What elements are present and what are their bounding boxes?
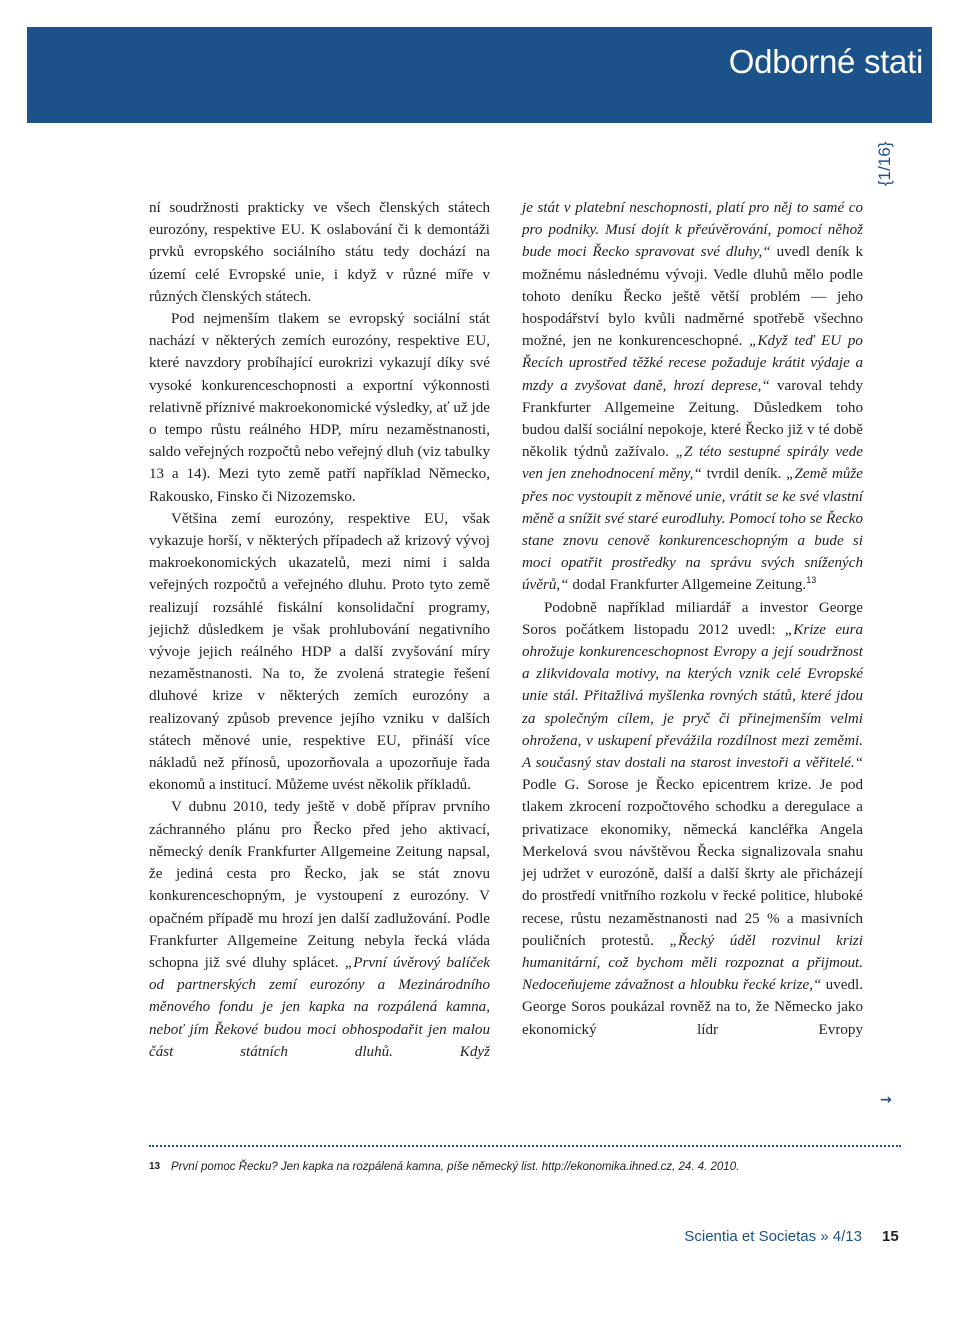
right-column bbox=[522, 197, 863, 1041]
paragraph-text: V dubnu 2010, tedy ještě v době příprav prvního záchranného plánu pro Řecko před jeho aktivací, německý deník Frankfurter Allgemeine Zeitung napsal, že jediná cesta pro Řecko, jak se stát znovu konkurenceschopným, je vystoupení z eurozóny. V opačném případě mu hrozí jen další zadlužování. Podle Frankfurter Allgemeine Zeitung nebyla řecká vláda schopna již své dluhy splácet. bbox=[149, 799, 490, 971]
paragraph-text: uvedl deník k možnému následnému vývoji. Vedle dluhů mělo podle tohoto deníku Řecko ještě větší problém — jeho hospodářství bylo kvůli nadměrné spotřebě všechno možné, jen ne konkurenceschopné. bbox=[522, 244, 863, 350]
quote: „Z této sestupné spirály vede ven jen znehodnocení měny,“ bbox=[522, 444, 863, 483]
page-counter: {1/16} bbox=[875, 141, 894, 187]
quote: „První úvěrový balíček od partnerských zemí eurozóny a Mezinárodního měnového fondu je jen kapka na rozpálená kamna, neboť jím Řekové budou moci obhospodařit jen malou část státních dluhů. Když bbox=[149, 954, 490, 1060]
paragraph bbox=[149, 796, 490, 1062]
paragraph-text: uvedl. George Soros poukázal rovněž na to, že Německo jako ekonomický lídr Evropy bbox=[522, 977, 863, 1038]
journal-name: Scientia et Societas » 4/13 bbox=[684, 1228, 862, 1245]
footnote bbox=[149, 1161, 739, 1173]
quote: je stát v platební neschopnosti, platí pro něj to samé co pro podniky. Musí dojít k přeúvěrování, pomocí něhož bude moci Řecko spravovat své dluhy,“ bbox=[522, 200, 863, 261]
continue-arrow-icon: → bbox=[880, 1092, 892, 1108]
footnote-divider bbox=[149, 1145, 901, 1147]
quote: „Krize eura ohrožuje konkurenceschopnost Evropy a její soudržnost a zlikvidovala motivy, na kterých vznik celé Evropské unie stál. Přitažlivá myšlenka rovných států, které jdou za společným cílem, je pryč či přinejmenším velmi ohrožena, v uskupení převážila rozdílnost mezi zeměmi. A současný stav dostali na starost investoři a věřitelé.“ bbox=[522, 621, 863, 772]
quote: „Řecký úděl rozvinul krizi humanitární, což bychom měli rozpoznat a přijmout. Nedoceňujeme závažnost a hloubku řecké krize,“ bbox=[522, 932, 863, 994]
paragraph bbox=[522, 197, 863, 597]
page-number: 15 bbox=[882, 1228, 899, 1245]
paragraph: ní soudržnosti prakticky ve všech členských státech eurozóny, respektive EU. K oslabování či k demontáži prvků evropského sociálního státu tedy dochází na území celé Evropské unie, i když v různé míře v různých členských státech. bbox=[149, 200, 490, 305]
quote: „Země může přes noc vystoupit z měnové unie, vrátit se ke své vlastní měně a snížit své staré eurodluhy. Pomocí toho se Řecko stane znovu cenově konkurenceschopným a bude si moci opatřit prostředky na správu svých snížených úvěrů,“ bbox=[522, 466, 863, 594]
left-column bbox=[149, 197, 490, 1063]
paragraph-text: Podobně například miliardář a investor George Soros počátkem listopadu 2012 uvedl: bbox=[522, 599, 863, 638]
paragraph-text: varoval tehdy Frankfurter Allgemeine Zeitung. Důsledkem toho budou další sociální nepokoje, které Řecko již v té době několik týdnů zažívalo. bbox=[522, 377, 863, 461]
paragraph-text: dodal Frankfurter Allgemeine Zeitung. bbox=[568, 577, 807, 594]
footnote-number: 13 bbox=[149, 1161, 161, 1172]
paragraph: Většina zemí eurozóny, respektive EU, však vykazuje horší, v některých případech až krizový vývoj makroekonomických ukazatelů, mezi nimi i salda veřejných rozpočtů a veřejného dluhu. Proto tyto země realizují rozsáhlé fiskální konsolidační programy, jejichž důsledkem je však prohlubování negativního vývoje jejich reálného HDP a další zvyšování míry nezaměstnanosti. Na to, že zvolená strategie řešení dluhové krize v některých zemích eurozóny a realizovaný způsob prevence jejího vzniku v dalších státech měnové unie, respektive EU, přináší více nákladů než přínosů, upozorňovala a upozorňuje řada ekonomů a institucí. Můžeme uvést několik příkladů. bbox=[149, 510, 490, 794]
paragraph-text: Podle G. Sorose je Řecko epicentrem krize. Je pod tlakem zkrocení rozpočtového schodku a deregulace a privatizace ekonomiky, německá kancléřka Angela Merkelová svou návštěvou Řecka signalizovala snahu jej udržet v eurozóně, další a další škrty ale přicházejí do prostředí vnitřního rozkolu v řecké politice, hluboké recese, růstu nezaměstnanosti nad 25 % a masivních pouličních protestů. bbox=[522, 777, 863, 949]
footnote-reference[interactable]: 13 bbox=[806, 575, 817, 586]
paragraph-text: tvrdil deník. bbox=[701, 466, 787, 483]
quote: „Když teď EU po Řecích uprostřed těžké recese požaduje krátit výdaje a mzdy a zvyšovat daně, hrozí deprese,“ bbox=[522, 333, 863, 394]
paragraph bbox=[522, 597, 863, 1041]
paragraph: Pod nejmenším tlakem se evropský sociální stát nachází v některých zemích eurozóny, respektive EU, které navzdory probíhající eurokrizi vykazují díky své vysoké konkurenceschopnosti a exportní výkonnosti relativně příznivé makroekonomické výsledky, ať už jde o tempo růstu reálného HDP, míru nezaměstnanosti, saldo veřejných rozpočtů nebo veřejný dluh (viz tabulky 13 a 14). Mezi tyto země patří například Německo, Rakousko, Finsko či Nizozemsko. bbox=[149, 311, 490, 505]
section-title: Odborné stati bbox=[728, 43, 923, 80]
footnote-text: První pomoc Řecku? Jen kapka na rozpálená kamna, píše německý list. http://ekonomika.ihned.cz, 24. 4. 2010. bbox=[171, 1161, 740, 1173]
